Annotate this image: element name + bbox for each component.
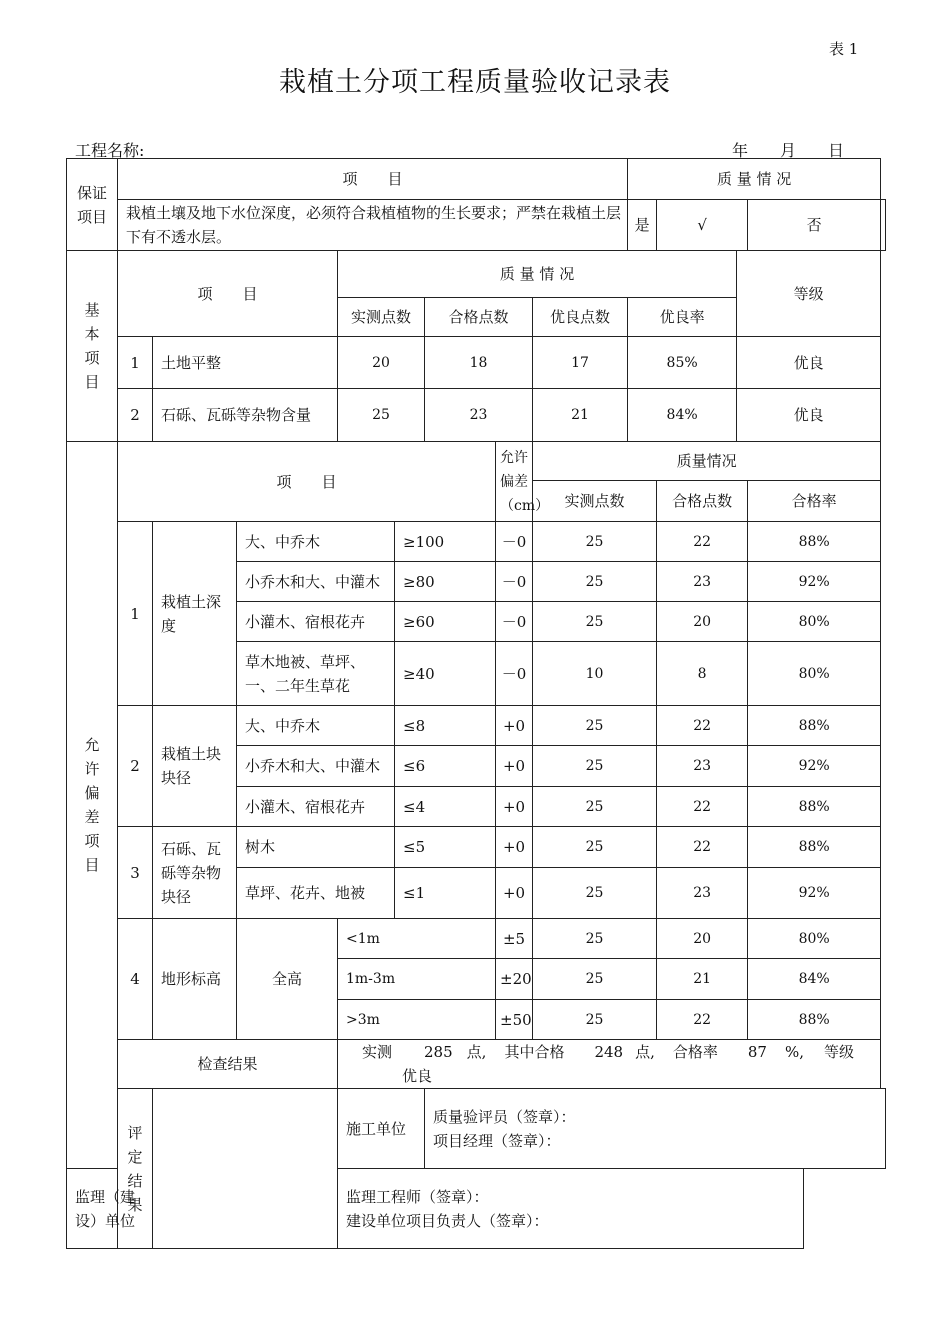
allowed-col-measured: 实测点数 (533, 481, 657, 522)
form-number: 表 1 (829, 40, 859, 58)
measured-count: 25 (533, 746, 657, 787)
project-name-label: 工程名称: (75, 141, 145, 160)
qualified-count: 22 (657, 787, 748, 827)
tolerance: －0 (496, 642, 533, 706)
guarantee-check-mark: √ (657, 200, 748, 251)
tolerance: +0 (496, 787, 533, 827)
guarantee-no-label: 否 (748, 200, 881, 251)
excellent-rate: 84% (628, 389, 737, 442)
qualified-count: 22 (657, 1000, 748, 1040)
allowed-spec: ≥100 (395, 522, 496, 562)
check-qualified-unit: 点, (635, 1043, 655, 1061)
measured-count: 25 (338, 389, 425, 442)
table-row (67, 522, 886, 562)
tolerance: +0 (496, 827, 533, 868)
allowed-quality-header: 质量情况 (533, 442, 881, 481)
qualified-count: 23 (425, 389, 533, 442)
check-grade-label: 等级 (824, 1043, 855, 1061)
allowed-item: 草木地被、草坪、一、二年生草花 (237, 642, 395, 706)
table-row (67, 389, 886, 442)
guarantee-requirement-text: 栽植土壤及地下水位深度，必须符合栽植植物的生长要求；严禁在栽植土层下有不透水层。 (118, 200, 628, 251)
measured-count: 20 (338, 337, 425, 389)
basic-item-name: 土地平整 (153, 337, 338, 389)
tolerance: ±5 (496, 919, 533, 959)
measured-count: 25 (533, 562, 657, 602)
construction-signatures (425, 1089, 886, 1169)
group-sub-label: 全高 (237, 919, 338, 1040)
group-number: 4 (118, 919, 153, 1040)
qualified-rate: 88% (748, 1000, 881, 1040)
check-measured-value: 285 (424, 1043, 453, 1061)
guarantee-section-label: 保证项目 (67, 159, 118, 251)
allowed-spec: ≥40 (395, 642, 496, 706)
row-number: 1 (118, 337, 153, 389)
qualified-count: 22 (657, 706, 748, 746)
qualified-rate: 80% (748, 919, 881, 959)
tolerance: +0 (496, 746, 533, 787)
guarantee-quality-header: 质 量 情 况 (628, 159, 881, 200)
measured-count: 25 (533, 602, 657, 642)
allowed-item-header: 项 目 (118, 442, 496, 522)
qualified-rate: 80% (748, 642, 881, 706)
allowed-spec: 1m-3m (338, 959, 496, 1000)
basic-grade-header: 等级 (737, 251, 881, 337)
qualified-rate: 92% (748, 562, 881, 602)
qualified-count: 21 (657, 959, 748, 1000)
qualified-rate: 92% (748, 868, 881, 919)
tolerance: ±20 (496, 959, 533, 1000)
tolerance: ±50 (496, 1000, 533, 1040)
group-name: 石砾、瓦砾等杂物块径 (153, 827, 237, 919)
measured-count: 10 (533, 642, 657, 706)
group-name: 栽植土深度 (153, 522, 237, 706)
allowed-spec: ≤4 (395, 787, 496, 827)
tolerance: +0 (496, 706, 533, 746)
check-grade-value: 优良 (402, 1067, 433, 1085)
basic-col-measured: 实测点数 (338, 298, 425, 337)
qualified-count: 23 (657, 746, 748, 787)
allowed-spec: >3m (338, 1000, 496, 1040)
allowed-col-qualified: 合格点数 (657, 481, 748, 522)
measured-count: 25 (533, 919, 657, 959)
qualified-count: 18 (425, 337, 533, 389)
qualified-rate: 88% (748, 522, 881, 562)
excellent-count: 17 (533, 337, 628, 389)
qualified-rate: 88% (748, 787, 881, 827)
allowed-spec: ≤1 (395, 868, 496, 919)
qualified-count: 20 (657, 602, 748, 642)
row-number: 2 (118, 389, 153, 442)
supervision-unit-label: 监理（建设）单位 (67, 1169, 153, 1249)
qualified-rate: 88% (748, 827, 881, 868)
measured-count: 25 (533, 827, 657, 868)
inspection-table (66, 158, 886, 1249)
tolerance: +0 (496, 868, 533, 919)
group-name: 栽植土块块径 (153, 706, 237, 827)
excellent-rate: 85% (628, 337, 737, 389)
measured-count: 25 (533, 706, 657, 746)
table-row (67, 706, 886, 746)
allowed-item: 小乔木和大、中灌木 (237, 746, 395, 787)
qualified-count: 20 (657, 919, 748, 959)
allowed-spec: <1m (338, 919, 496, 959)
check-measured-label: 实测 (362, 1043, 393, 1061)
measured-count: 25 (533, 522, 657, 562)
check-point-unit: 点, (466, 1043, 487, 1061)
qualified-rate: 92% (748, 746, 881, 787)
measured-count: 25 (533, 868, 657, 919)
allowed-section-label: 允许偏差项目 (67, 442, 118, 1169)
basic-section-label: 基本项目 (67, 251, 118, 442)
table-row (67, 827, 886, 868)
grade-value: 优良 (737, 389, 881, 442)
construction-unit-label: 施工单位 (338, 1089, 425, 1169)
guarantee-yes-label: 是 (628, 200, 657, 251)
evaluation-blank (153, 1089, 338, 1249)
qualified-rate: 84% (748, 959, 881, 1000)
allowed-item: 小灌木、宿根花卉 (237, 787, 395, 827)
owner-representative-sign: 建设单位项目负责人（签章）： (346, 1211, 549, 1230)
measured-count: 25 (533, 959, 657, 1000)
allowed-spec: ≥60 (395, 602, 496, 642)
tolerance: －0 (496, 562, 533, 602)
date-label: 年 月 日 (732, 141, 845, 160)
allowed-spec: ≤6 (395, 746, 496, 787)
supervision-signatures (338, 1169, 804, 1249)
basic-item-name: 石砾、瓦砾等杂物含量 (153, 389, 338, 442)
allowed-item: 小灌木、宿根花卉 (237, 602, 395, 642)
check-rate-unit: %, (784, 1043, 805, 1061)
excellent-count: 21 (533, 389, 628, 442)
allowed-spec: ≤5 (395, 827, 496, 868)
basic-col-excellent: 优良点数 (533, 298, 628, 337)
check-qualified-label: 其中合格 (504, 1043, 565, 1061)
qualified-count: 22 (657, 827, 748, 868)
check-rate-value: 87 (747, 1043, 767, 1061)
check-rate-label: 合格率 (672, 1043, 718, 1061)
check-result-summary (338, 1040, 881, 1089)
guarantee-no-value (881, 200, 886, 251)
basic-col-qualified: 合格点数 (425, 298, 533, 337)
tolerance: －0 (496, 602, 533, 642)
allowed-spec: ≤8 (395, 706, 496, 746)
project-manager-sign: 项目经理（签章）： (433, 1131, 561, 1150)
allowed-item: 草坪、花卉、地被 (237, 868, 395, 919)
allowed-item: 小乔木和大、中灌木 (237, 562, 395, 602)
quality-inspector-sign: 质量验评员（签章）： (433, 1107, 576, 1126)
allowed-item: 树木 (237, 827, 395, 868)
table-row (67, 919, 886, 959)
allowed-spec: ≥80 (395, 562, 496, 602)
allowed-tolerance-header: 允许偏差（cm） (496, 442, 533, 522)
qualified-rate: 80% (748, 602, 881, 642)
grade-value: 优良 (737, 337, 881, 389)
evaluation-section-label: 评定结果 (118, 1089, 153, 1249)
measured-count: 25 (533, 787, 657, 827)
page-title: 栽植土分项工程质量验收记录表 (279, 67, 671, 98)
qualified-rate: 88% (748, 706, 881, 746)
guarantee-item-header: 项 目 (118, 159, 628, 200)
tolerance: －0 (496, 522, 533, 562)
group-number: 2 (118, 706, 153, 827)
basic-item-header: 项 目 (118, 251, 338, 337)
supervising-engineer-sign: 监理工程师（签章）： (346, 1187, 489, 1206)
group-number: 1 (118, 522, 153, 706)
table-row (67, 337, 886, 389)
check-qualified-value: 248 (594, 1043, 624, 1061)
allowed-item: 大、中乔木 (237, 522, 395, 562)
qualified-count: 22 (657, 522, 748, 562)
check-result-row (67, 1040, 886, 1089)
qualified-count: 8 (657, 642, 748, 706)
group-number: 3 (118, 827, 153, 919)
basic-quality-header: 质 量 情 况 (338, 251, 737, 298)
measured-count: 25 (533, 1000, 657, 1040)
allowed-col-rate: 合格率 (748, 481, 881, 522)
qualified-count: 23 (657, 562, 748, 602)
allowed-item: 大、中乔木 (237, 706, 395, 746)
basic-col-rate: 优良率 (628, 298, 737, 337)
check-result-label: 检查结果 (118, 1040, 338, 1089)
group-name: 地形标高 (153, 919, 237, 1040)
qualified-count: 23 (657, 868, 748, 919)
